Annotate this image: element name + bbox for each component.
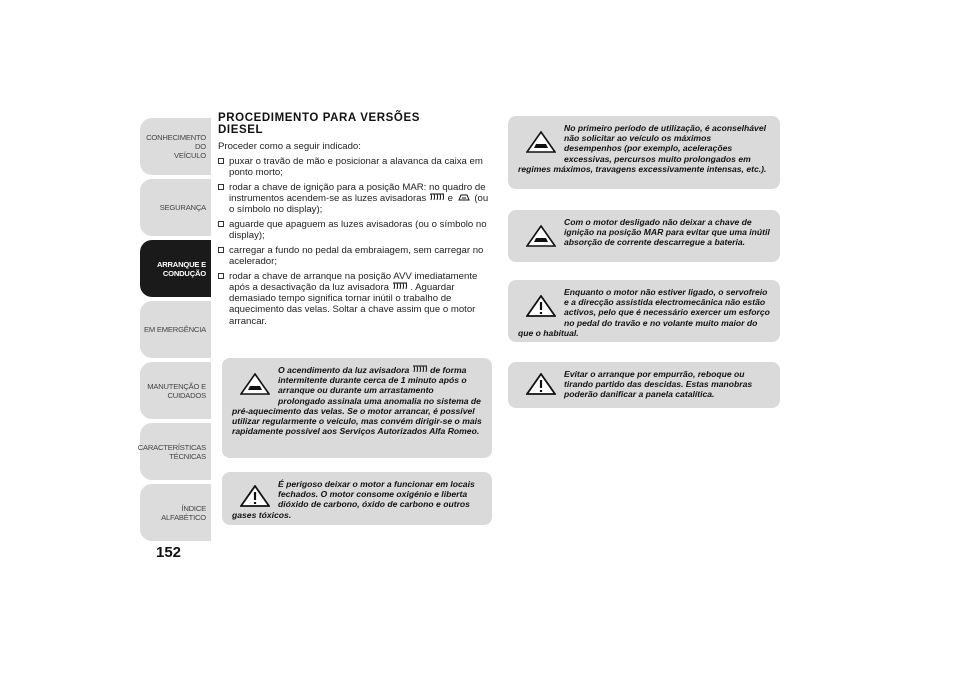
step-text: (ou o símbolo no display); [229,193,489,216]
tab-label: CARACTERÍSTICAS TÉCNICAS [137,442,206,461]
note-text: Evitar o arranque por empurrão, reboque ou tirando partido das descidas. Estas manobras poderão danificar a panela catalítica. [564,369,753,400]
tab-arranque[interactable] [140,240,211,297]
note-first-period [508,116,780,189]
glow-plug-icon [412,365,428,374]
tab-conhecimento[interactable] [140,118,211,175]
tab-label: MANUTENÇÃO E CUIDADOS [147,381,206,400]
list-item [218,156,496,178]
note-text: No primeiro período de utilização, é aconselhável não solicitar ao veículo os máximos desempenhos (por exemplo, acelerações excessivas, percursos muito prolongados em regimes máximos, travagens excessivamente intensas, etc.). [518,123,767,174]
step-text: rodar a chave de arranque na posição AVV imediatamente após a desactivação da luz avisadora [229,270,478,294]
car-warning-icon [526,131,556,153]
list-item [218,245,496,267]
step-text: rodar a chave de ignição para a posição MAR: no quadro de instrumentos acendem-se as luzes avisadoras [229,181,486,205]
note-text: Com o motor desligado não deixar a chave de ignição na posição MAR para evitar que uma inútil absorção de corrente descarregue a bateria. [564,217,770,248]
warning-triangle-icon [240,485,270,507]
note-push-start [508,362,780,408]
tab-caracteristicas[interactable] [137,423,211,480]
note-key-off [508,210,780,262]
tab-emergencia[interactable] [140,301,211,358]
step-text: e [447,193,453,205]
car-warning-icon [526,225,556,247]
note-danger [222,472,492,525]
glow-plug-icon [429,193,445,202]
step-text: carregar a fundo no pedal da embraiagem, sem carregar no acelerador; [229,244,484,268]
section-heading: PROCEDIMENTO PARA VERSÕES DIESEL [218,112,421,136]
note-servo [508,280,780,342]
step-text: . Aguardar demasiado tempo significa tornar inútil o trabalho de aquecimento das velas. Soltar a chave assim que o motor arrancar. [229,282,476,327]
warning-triangle-icon [526,373,556,395]
note-text-part: O acendimento da luz avisadora [278,365,410,375]
warning-light-icon [456,193,472,202]
intro-text: Proceder como a seguir indicado: [218,141,361,152]
step-text: puxar o travão de mão e posicionar a alavanca da caixa em ponto morto; [229,156,483,179]
tab-label: ÍNDICE ALFABÉTICO [161,503,206,522]
list-item [218,271,496,327]
procedure-section [218,112,496,330]
note-text-part: de forma intermitente durante cerca de 1 minuto após o arranque ou durante um arrastamento prolongado assinala uma anomalia no sistema de pré-aquecimento das velas. Se o motor arrancar, é possível utilizar regularmente o veículo, mas convém dirigir-se o mais rapidamente possível aos Serviços Autorizados Alfa Romeo. [232,365,482,437]
page-number: 152 [156,544,182,561]
tab-label: CONHECIMENTO DO VEÍCULO [146,133,206,160]
tab-label: ARRANQUE E CONDUÇÃO [156,259,206,278]
tab-indice[interactable] [140,484,211,541]
tab-manutencao[interactable] [140,362,211,419]
note-glow-plug [222,358,492,458]
list-item [218,219,496,241]
glow-plug-icon [392,282,408,291]
tab-label: EM EMERGÊNCIA [144,325,206,334]
note-text: Enquanto o motor não estiver ligado, o servofreio e a direcção assistida electromecânica não estão activos, pelo que é necessário exercer um esforço no pedal do travão e no volante muito maior do que o habitual. [518,287,770,338]
car-warning-icon [240,373,270,395]
list-item [218,182,496,216]
warning-triangle-icon [526,295,556,317]
step-text: aguarde que apaguem as luzes avisadoras (ou o símbolo no display); [229,219,487,242]
tab-seguranca[interactable] [140,179,211,236]
steps-list [218,156,496,327]
note-text: É perigoso deixar o motor a funcionar em locais fechados. O motor consome oxigénio e liberta dióxido de carbono, óxido de carbono e outros gases tóxicos. [232,479,475,520]
tab-label: SEGURANÇA [159,203,206,212]
